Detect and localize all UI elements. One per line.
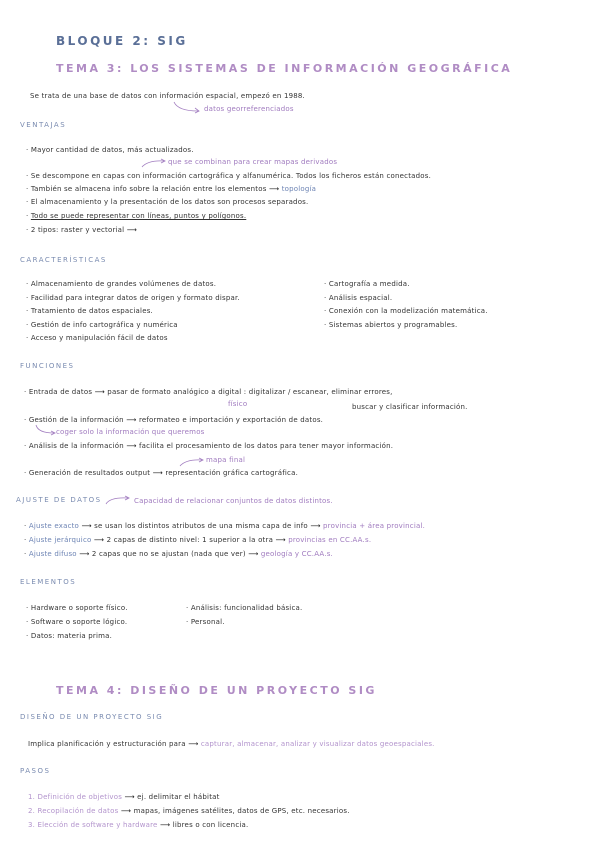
arrow-right-icon: ⟶ (269, 185, 280, 193)
implica-line: Implica planificación y estructuración para ⟶ capturar, almacenar, analizar y visualizar datos geoespaciales. (28, 740, 435, 748)
note-coger: coger solo la información que queremos (56, 428, 205, 436)
paso-3: 3. Elección de software y hardware ⟶ libres o con licencia. (28, 821, 249, 829)
funcion-1-cont: buscar y clasificar información. (352, 403, 468, 411)
section-pasos: PASOS (20, 767, 51, 775)
caract-left-1: · Almacenamiento de grandes volúmenes de datos. (26, 280, 217, 288)
ventaja-6: · 2 tipos: raster y vectorial ⟶ (26, 226, 137, 234)
funcion-3: · Análisis de la información ⟶ facilita el procesamiento de los datos para tener mayor información. (24, 442, 394, 450)
arrow-right-icon: ⟶ (188, 740, 199, 748)
ajuste-1: · Ajuste exacto ⟶ se usan los distintos atributos de una misma capa de info ⟶ provincia + área provincial. (24, 522, 426, 530)
section-elementos: ELEMENTOS (20, 578, 77, 586)
arrow-right-icon: ⟶ (126, 416, 137, 424)
caract-left-5: · Acceso y manipulación fácil de datos (26, 334, 168, 342)
caract-right-2: · Análisis espacial. (324, 294, 393, 302)
ajuste-3: · Ajuste difuso ⟶ 2 capas que no se ajustan (nada que ver) ⟶ geología y CC.AA.s. (24, 550, 333, 558)
arrow-right-icon: ⟶ (124, 793, 135, 801)
caract-right-3: · Conexión con la modelización matemática. (324, 307, 488, 315)
arrow-right-icon: ⟶ (126, 442, 137, 450)
arrow-right-icon: ⟶ (126, 226, 137, 234)
tema4-title: TEMA 4: DISEÑO DE UN PROYECTO SIG (56, 684, 377, 697)
section-diseno: DISEÑO DE UN PROYECTO SIG (20, 713, 164, 721)
tema3-title: TEMA 3: LOS SISTEMAS DE INFORMACIÓN GEOGRÁFICA (56, 62, 513, 75)
note-mapa-final: mapa final (206, 456, 246, 464)
arrow-right-icon: ⟶ (160, 821, 171, 829)
ajuste-2: · Ajuste jerárquico ⟶ 2 capas de distinto nivel: 1 superior a la otra ⟶ provincias en CC.AA.s. (24, 536, 372, 544)
intro-text: Se trata de una base de datos con información espacial, empezó en 1988. (30, 92, 305, 100)
funcion-2: · Gestión de la información ⟶ reformateo e importación y exportación de datos. (24, 416, 324, 424)
intro-note: datos georreferenciados (204, 105, 294, 113)
ventaja-3: · También se almacena info sobre la relación entre los elementos ⟶ topología (26, 185, 317, 193)
curve-arrow-icon (34, 424, 58, 436)
arrow-right-icon: ⟶ (81, 522, 92, 530)
elemento-left-1: · Hardware o soporte físico. (26, 604, 128, 612)
funcion-1: · Entrada de datos ⟶ pasar de formato analógico a digital : digitalizar / escanear, eliminar errores, (24, 388, 393, 396)
ventaja-1: · Mayor cantidad de datos, más actualizados. (26, 146, 194, 154)
section-ajuste: AJUSTE DE DATOS (16, 496, 102, 504)
paso-1: 1. Definición de objetivos ⟶ ej. delimitar el hábitat (28, 793, 220, 801)
arrow-right-icon: ⟶ (120, 807, 132, 815)
paso-2: 2. Recopilación de datos ⟶ mapas, imágenes satélites, datos de GPS, etc. necesarios. (28, 807, 350, 815)
arrow-right-icon: ⟶ (275, 536, 286, 544)
section-ventajas: VENTAJAS (20, 121, 67, 129)
note-ajuste: Capacidad de relacionar conjuntos de datos distintos. (134, 497, 333, 505)
caract-right-4: · Sistemas abiertos y programables. (324, 321, 458, 329)
ventaja-5: · Todo se puede representar con líneas, puntos y polígonos. (26, 212, 247, 220)
arrow-right-icon: ⟶ (152, 469, 163, 477)
elemento-right-1: · Análisis: funcionalidad básica. (186, 604, 303, 612)
arrow-right-icon: ⟶ (248, 550, 259, 558)
arrow-right-icon: ⟶ (94, 388, 105, 396)
curve-arrow-icon (178, 456, 206, 468)
elemento-left-2: · Software o soporte lógico. (26, 618, 128, 626)
curve-arrow-icon (172, 100, 202, 114)
note-capas: que se combinan para crear mapas derivados (168, 158, 338, 166)
arrow-right-icon: ⟶ (79, 550, 90, 558)
arrow-right-icon: ⟶ (310, 522, 321, 530)
block-title: BLOQUE 2: SIG (56, 34, 188, 48)
section-caracteristicas: CARACTERÍSTICAS (20, 256, 107, 264)
caract-right-1: · Cartografía a medida. (324, 280, 410, 288)
curve-arrow-icon (104, 494, 132, 506)
caract-left-4: · Gestión de info cartográfica y numérica (26, 321, 178, 329)
ventaja-2: · Se descompone en capas con información cartográfica y alfanumérica. Todos los ficheros están conectados. (26, 172, 432, 180)
ventaja-4: · El almacenamiento y la presentación de los datos son procesos separados. (26, 198, 309, 206)
funcion-4: · Generación de resultados output ⟶ representación gráfica cartográfica. (24, 469, 299, 477)
curve-arrow-icon (140, 158, 168, 170)
elemento-right-2: · Personal. (186, 618, 225, 626)
section-funciones: FUNCIONES (20, 362, 75, 370)
caract-left-2: · Facilidad para integrar datos de origen y formato dispar. (26, 294, 240, 302)
note-fisico: físico (228, 400, 248, 408)
caract-left-3: · Tratamiento de datos espaciales. (26, 307, 153, 315)
elemento-left-3: · Datos: materia prima. (26, 632, 113, 640)
arrow-right-icon: ⟶ (93, 536, 105, 544)
